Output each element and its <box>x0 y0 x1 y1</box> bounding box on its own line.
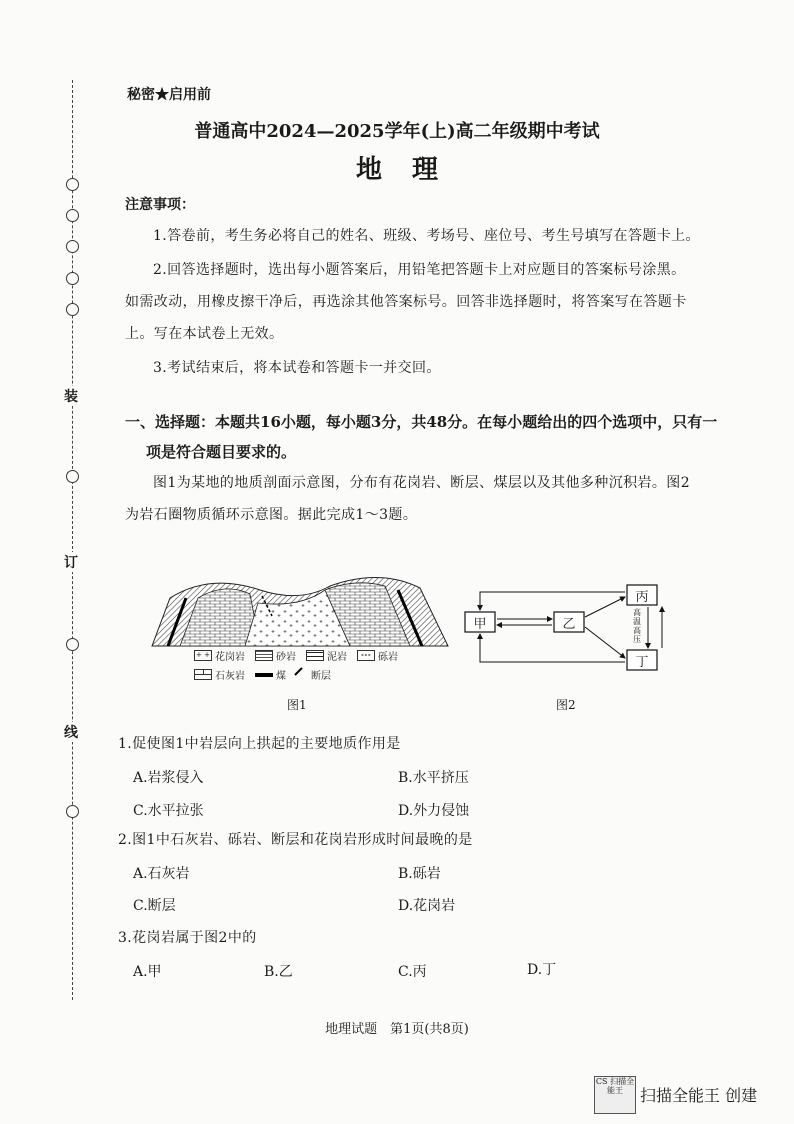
figure-1-legend <box>194 648 454 682</box>
scanner-watermark-text: 扫描全能王 创建 <box>640 1086 758 1105</box>
conglomerate-swatch-icon: ∘∘∘ <box>357 650 375 661</box>
binding-hole <box>66 805 79 818</box>
binding-hole <box>66 638 79 651</box>
node-yi: 乙 <box>562 617 576 632</box>
notice-item-3: 3.考试结束后，将本试卷和答题卡一并交回。 <box>153 360 441 376</box>
scanner-logo-icon: CS 扫描全能王 <box>594 1076 636 1114</box>
legend-conglomerate: ∘∘∘ 砾岩 <box>357 648 398 663</box>
legend-granite: + + 花岗岩 <box>194 648 245 663</box>
limestone-swatch-icon <box>194 669 212 680</box>
section-1-heading-line-1: 一、选择题：本题共16小题，每小题3分，共48分。在每小题给出的四个选项中，只有一 <box>125 413 718 431</box>
figure-2-caption: 图2 <box>556 698 576 712</box>
question-1-option-d: D.外力侵蚀 <box>398 803 470 819</box>
page-footer: 地理试题 第1页(共8页) <box>325 1022 469 1037</box>
notice-item-2-line-1: 2.回答选择题时，选出每小题答案后，用铅笔把答题卡上对应题目的答案标号涂黑。 <box>153 262 686 278</box>
geologic-cross-section <box>150 568 450 648</box>
intro-line-1: 图1为某地的地质剖面示意图，分布有花岗岩、断层、煤层以及其他多种沉积岩。图2 <box>153 475 691 491</box>
node-ding: 丁 <box>635 655 649 670</box>
section-1-heading-line-2: 项是符合题目要求的。 <box>146 443 297 461</box>
binding-hole <box>66 272 79 285</box>
question-3-stem: 3.花岗岩属于图2中的 <box>118 930 257 946</box>
binding-hole <box>66 303 79 316</box>
binding-char-xian: 线 <box>64 722 78 742</box>
question-1-option-a: A.岩浆侵入 <box>133 770 204 786</box>
binding-hole <box>66 240 79 253</box>
question-2-stem: 2.图1中石灰岩、砾岩、断层和花岗岩形成时间最晚的是 <box>118 832 473 848</box>
mudstone-swatch-icon <box>306 650 324 661</box>
fault-swatch-icon <box>294 667 310 683</box>
granite-swatch-icon: + + <box>194 650 212 661</box>
node-jia: 甲 <box>473 617 487 632</box>
figure-1 <box>150 568 450 680</box>
question-1-stem: 1.促使图1中岩层向上拱起的主要地质作用是 <box>118 736 401 752</box>
legend-mudstone: 泥岩 <box>306 648 347 663</box>
binding-hole <box>66 209 79 222</box>
binding-hole <box>66 470 79 483</box>
question-2-option-b: B.砾岩 <box>398 866 441 882</box>
notice-item-1: 1.答卷前，考生务必将自己的姓名、班级、考场号、座位号、考生号填写在答题卡上。 <box>153 228 700 244</box>
legend-coal: 煤 <box>255 667 286 682</box>
sandstone-swatch-icon <box>255 650 273 661</box>
arrow-label-high-temp-pressure: 高温高压 <box>633 608 641 644</box>
exam-title: 普通高中2024—2025学年(上)高二年级期中考试 <box>194 121 600 142</box>
notice-title: 注意事项： <box>125 197 195 213</box>
notice-item-2-line-2: 如需改动，用橡皮擦干净后，再选涂其他答案标号。回答非选择题时，将答案写在答题卡 <box>125 294 687 310</box>
binding-char-zhuang: 装 <box>64 386 78 406</box>
question-1-option-c: C.水平拉张 <box>133 803 204 819</box>
coal-swatch-icon <box>255 673 273 677</box>
figure-1-caption: 图1 <box>287 698 307 712</box>
notice-item-2-line-3: 上。写在本试卷上无效。 <box>125 326 284 342</box>
question-2-option-c: C.断层 <box>133 898 176 914</box>
question-3-option-d: D.丁 <box>527 962 557 978</box>
intro-line-2: 为岩石圈物质循环示意图。据此完成1～3题。 <box>125 507 418 523</box>
binding-char-ding: 订 <box>64 552 78 572</box>
legend-fault: 断层 <box>296 667 331 682</box>
figure-2 <box>462 580 672 675</box>
question-3-option-c: C.丙 <box>398 964 427 980</box>
question-1-option-b: B.水平挤压 <box>398 770 469 786</box>
question-3-option-b: B.乙 <box>264 964 293 980</box>
question-2-option-a: A.石灰岩 <box>133 866 190 882</box>
subject-title: 地理 <box>355 155 468 185</box>
secret-label: 秘密★启用前 <box>127 87 211 103</box>
question-3-option-a: A.甲 <box>133 964 162 980</box>
legend-sandstone: 砂岩 <box>255 648 296 663</box>
question-2-option-d: D.花岗岩 <box>398 898 456 914</box>
legend-limestone: 石灰岩 <box>194 667 245 682</box>
node-bing: 丙 <box>635 590 649 605</box>
